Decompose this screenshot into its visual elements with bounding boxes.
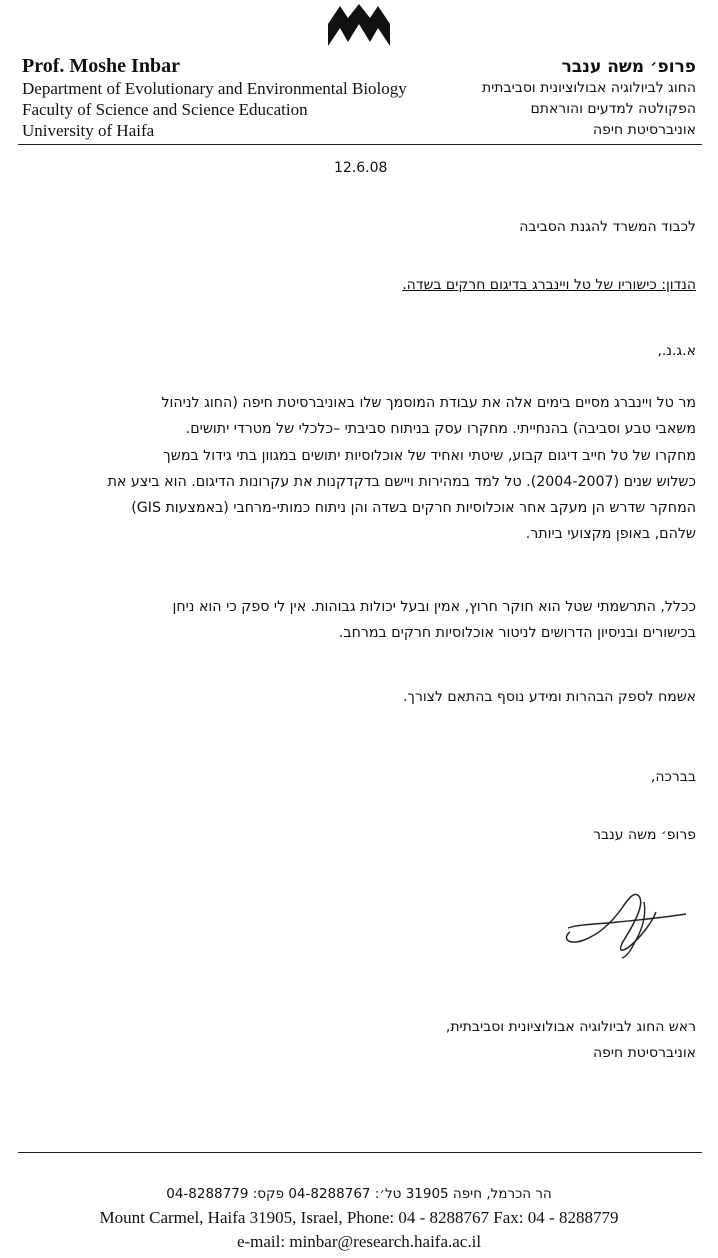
professor-name-he: פרופ׳ משה ענבר — [561, 57, 696, 77]
header-divider — [18, 144, 702, 145]
paragraph-1 — [20, 390, 696, 548]
paragraph-1-line: שלהם, באופן מקצועי ביותר. — [525, 526, 696, 543]
footer-contact-en: Mount Carmel, Haifa 31905, Israel, Phone: 04 - 8288767 Fax: 04 - 8288779 — [99, 1208, 619, 1227]
paragraph-1-line: משאבי טבע וסביבה) בהנחייתי. מחקרו עסק בניתוח סביבתי –כלכלי של מטרדי יתושים. — [185, 421, 696, 438]
university-logo — [328, 2, 390, 46]
paragraph-3: אשמח לספק הבהרות ומידע נוסף בהתאם לצורך. — [402, 689, 696, 705]
paragraph-2 — [20, 594, 696, 647]
paragraph-1-line: המחקר שדרש הן מעקב אחר אוכלוסיות חרקים בשדה והן ניתוח כמותי-מרחבי (באמצעות GIS) — [131, 500, 696, 517]
greeting: א.ג.נ., — [657, 343, 696, 359]
paragraph-1-line: מר טל ויינברג מסיים בימים אלה את עבודת המוסמך שלו באוניברסיטת חיפה (החוג לניהול — [161, 395, 696, 411]
addressee: לכבוד המשרד להגנת הסביבה — [519, 219, 696, 235]
paragraph-1-line: כשלוש שנים (2004-2007). טל למד במהירות ויישם בדקדקנות את עקרונות הדיגום. הוא ביצע את — [107, 473, 696, 490]
letter-date: 12.6.08 — [334, 160, 388, 176]
subject-line: הנדון: כישוריו של טל ויינברג בדיגום חרקים בשדה. — [402, 277, 696, 293]
professor-name-en: Prof. Moshe Inbar — [22, 55, 180, 77]
university-he: אוניברסיטת חיפה — [592, 122, 696, 138]
university-en: University of Haifa — [22, 121, 155, 140]
footer-email: e-mail: minbar@research.haifa.ac.il — [236, 1232, 482, 1251]
faculty-en: Faculty of Science and Science Education — [22, 100, 308, 119]
paragraph-1-line: מחקרו של טל חייב דיגום קבוע, שיטתי ואחיד של אוכלוסיות יתושים במגוון בתי גידול במשך — [163, 447, 696, 464]
department-en: Department of Evolutionary and Environmental Biology — [22, 79, 407, 98]
signer-title-line-2: אוניברסיטת חיפה — [592, 1045, 696, 1061]
hebrew-letterhead — [482, 56, 696, 141]
signer-title-line-1: ראש החוג לביולוגיה אבולוציונית וסביבתית, — [445, 1019, 696, 1035]
english-letterhead — [22, 54, 407, 141]
signer-name: פרופ׳ משה ענבר — [593, 827, 696, 843]
footer-divider — [18, 1152, 702, 1153]
department-he: החוג לביולוגיה אבולוציונית וסביבתית — [481, 80, 696, 96]
paragraph-2-line: בכישורים ובניסיון הדרושים לניטור אוכלוסיות חרקים במרחב. — [338, 625, 696, 642]
footer-contact-he: הר הכרמל, חיפה 31905 טל׳: 04-8288767 פקס: 04-8288779 — [166, 1186, 552, 1202]
closing: בברכה, — [650, 769, 696, 785]
faculty-he: הפקולטה למדעים והוראתם — [530, 101, 696, 117]
paragraph-2-line: ככלל, התרשמתי שטל הוא חוקר חרוץ, אמין ובעל יכולות גבוהות. אין לי ספק כי הוא ניחן — [172, 599, 696, 615]
handwritten-signature — [560, 880, 690, 960]
